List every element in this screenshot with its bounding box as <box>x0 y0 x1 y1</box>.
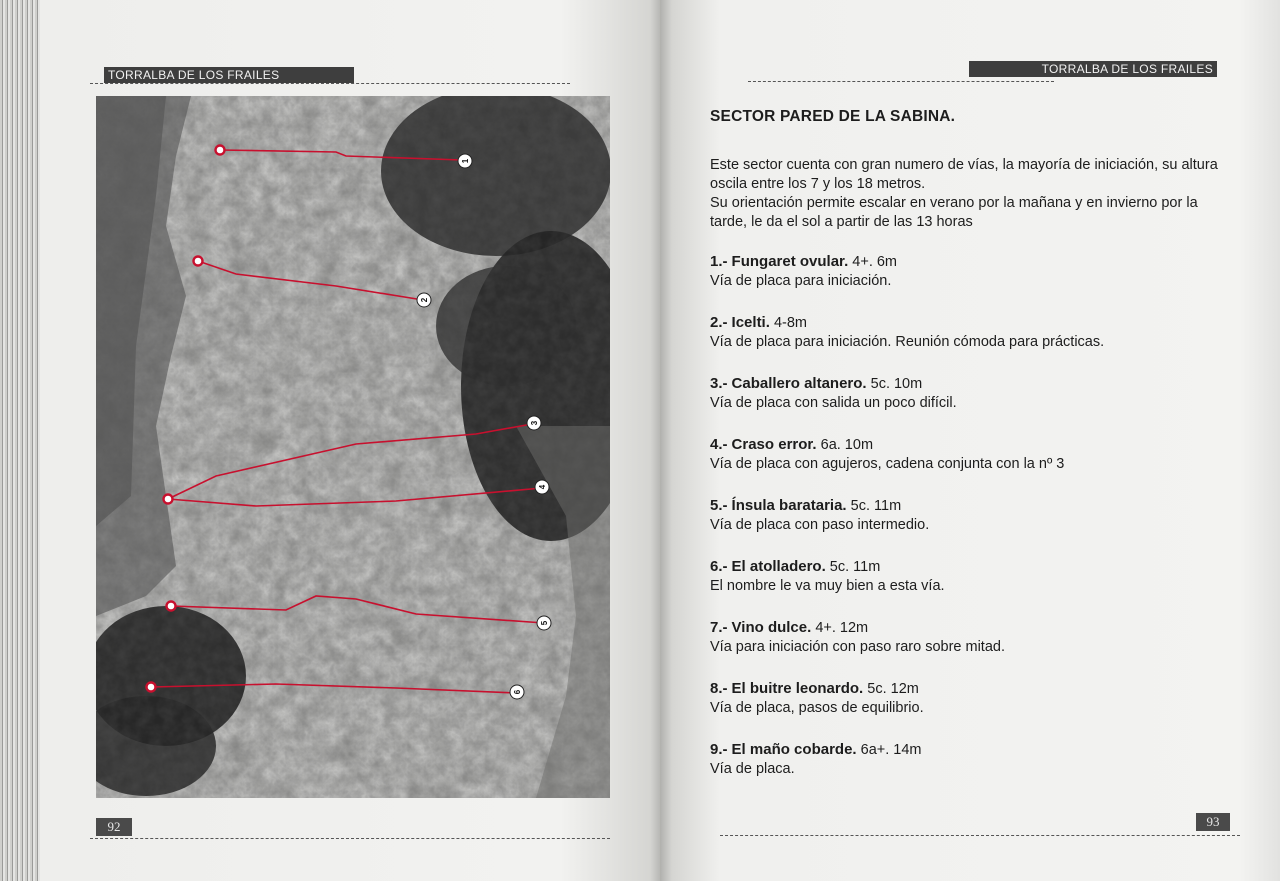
svg-text:4: 4 <box>538 484 547 490</box>
svg-text:6: 6 <box>513 689 522 695</box>
anchor-3-4 <box>164 495 173 504</box>
route-description: Vía de placa para iniciación. Reunión cómoda para prácticas. <box>710 334 1105 350</box>
route-item-7 <box>710 618 1230 657</box>
route-name: Icelti. <box>731 314 770 331</box>
route-item-9 <box>710 740 1230 779</box>
left-header-rule <box>90 83 570 84</box>
route-grade: 5c. 11m <box>850 498 902 514</box>
route-grade: 6a+. 14m <box>860 742 922 758</box>
route-item-2 <box>710 313 1230 352</box>
page-edges <box>0 0 40 881</box>
route-grade: 6a. 10m <box>820 437 874 453</box>
route-number: 1.- <box>710 253 728 270</box>
route-name: Craso error. <box>731 436 817 453</box>
route-item-5 <box>710 496 1230 535</box>
route-description: Vía de placa con paso intermedio. <box>710 517 930 533</box>
marker-3 <box>527 416 541 430</box>
route-number: 2.- <box>710 314 728 331</box>
route-item-3 <box>710 374 1230 413</box>
route-name: Caballero altanero. <box>731 375 867 392</box>
route-description: Vía para iniciación con paso raro sobre mitad. <box>710 639 1005 655</box>
route-item-8 <box>710 679 1230 718</box>
route-name: El maño cobarde. <box>731 741 857 758</box>
anchor-5 <box>167 602 176 611</box>
route-name: Vino dulce. <box>731 619 812 636</box>
route-description: Vía de placa. <box>710 761 795 777</box>
marker-4 <box>535 480 549 494</box>
right-page-number-text: 93 <box>1206 814 1220 829</box>
route-grade: 4+. 6m <box>852 254 898 270</box>
rock-wall-photo <box>96 96 610 798</box>
svg-text:3: 3 <box>530 420 539 426</box>
marker-2 <box>417 293 431 307</box>
route-name: El buitre leonardo. <box>731 680 864 697</box>
route-item-6 <box>710 557 1230 596</box>
anchor-2 <box>194 257 203 266</box>
route-number: 4.- <box>710 436 728 453</box>
svg-text:1: 1 <box>461 158 470 164</box>
route-number: 6.- <box>710 558 728 575</box>
route-guide-content <box>710 108 1230 801</box>
route-item-1 <box>710 252 1230 291</box>
route-description: Vía de placa, pasos de equilibrio. <box>710 700 924 716</box>
left-footer-rule <box>90 838 610 839</box>
sector-intro <box>710 156 1230 232</box>
right-header-text: TORRALBA DE LOS FRAILES <box>1041 62 1213 76</box>
right-header <box>969 61 1217 77</box>
right-footer-rule <box>720 835 1240 836</box>
route-item-4 <box>710 435 1230 474</box>
marker-1 <box>458 154 472 168</box>
route-name: El atolladero. <box>731 558 826 575</box>
route-description: El nombre le va muy bien a esta vía. <box>710 578 945 594</box>
route-grade: 5c. 12m <box>867 681 919 697</box>
route-topo <box>96 96 610 798</box>
intro-paragraph-2: Su orientación permite escalar en verano por la mañana y en invierno por la tarde, le da el sol a partir de las 13 horas <box>710 195 1198 230</box>
svg-text:5: 5 <box>540 620 549 626</box>
route-grade: 4+. 12m <box>815 620 869 636</box>
anchor-6 <box>147 683 156 692</box>
route-number: 9.- <box>710 741 728 758</box>
route-grade: 4-8m <box>773 315 807 331</box>
route-number: 3.- <box>710 375 728 392</box>
intro-paragraph-1: Este sector cuenta con gran numero de vías, la mayoría de iniciación, su altura oscila entre los 7 y los 18 metros. <box>710 157 1218 192</box>
sector-title: SECTOR PARED DE LA SABINA. <box>710 108 956 125</box>
route-number: 8.- <box>710 680 728 697</box>
right-header-rule <box>748 81 1054 82</box>
route-number: 5.- <box>710 497 728 514</box>
left-header <box>104 67 354 83</box>
route-description: Vía de placa para iniciación. <box>710 273 892 289</box>
svg-text:2: 2 <box>420 297 429 303</box>
route-name: Ínsula barataria. <box>731 497 847 514</box>
left-page-number-text: 92 <box>107 819 121 834</box>
route-grade: 5c. 10m <box>870 376 923 392</box>
right-page-number <box>1196 813 1230 831</box>
anchor-1 <box>216 146 225 155</box>
route-grade: 5c. 11m <box>829 559 881 575</box>
route-description: Vía de placa con agujeros, cadena conjunta con la nº 3 <box>710 456 1065 472</box>
marker-6 <box>510 685 524 699</box>
route-description: Vía de placa con salida un poco difícil. <box>710 395 957 411</box>
route-name: Fungaret ovular. <box>731 253 849 270</box>
route-number: 7.- <box>710 619 728 636</box>
left-header-text: TORRALBA DE LOS FRAILES <box>108 68 280 82</box>
marker-5 <box>537 616 551 630</box>
left-page-number <box>96 818 132 836</box>
